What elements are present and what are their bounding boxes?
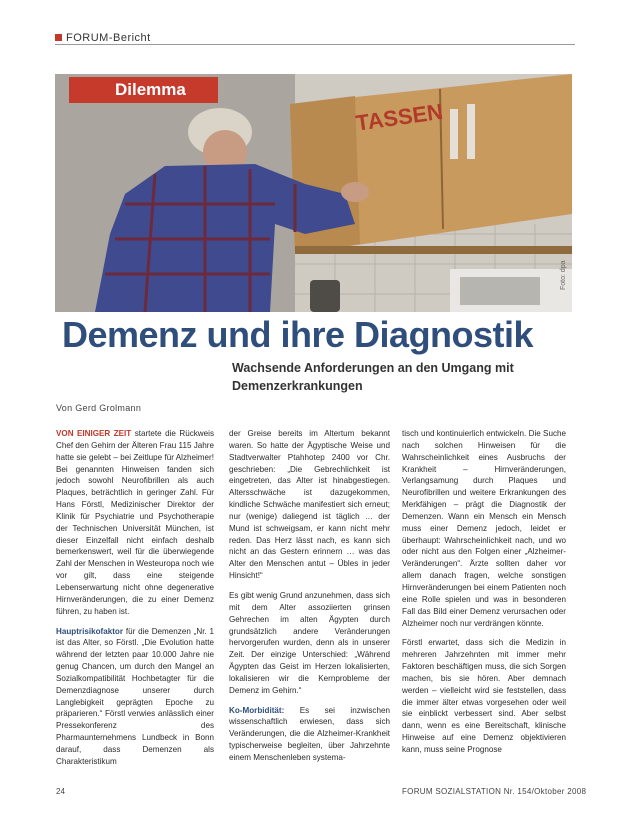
paragraph: Förstl erwartet, dass sich die Medizin in mehreren Jahrzehnten mit immer mehr Faktoren beschäftigen muss, die sich Sorgen machen, bis sie hören. Aber demnach werden – vielleicht wird sie feststellen, dass die immer älter etwas vorgesehen oder weil sie einblickt verbessert sind. Aber selbst dann, wenn es eine Bereitschaft, klinische Hinweise auf eine Demenz objektivieren kann, muss seine Prognose <box>402 638 566 754</box>
paragraph: der Greise bereits im Altertum bekannt waren. So hatte der Ägyptische Weise und Stadtverwalter Ptahhotep 2400 vor Chr. geschrieben: „Die Gebrechlichkeit ist eingetreten, das Alter ist hinabgestiegen. Altersschwäche ist dazugekommen, kindliche Schwäche manifestiert sich erneut; nur (wenige) daliegend ist täglich … der Mund ist schweigsam, er kann nicht mehr reden. Das Herz lässt nach, es kann sich nicht an das Gestern erinnern … was das Alter den Menschen antut – Übles in jeder Hinsicht!“ <box>229 429 390 581</box>
article-photo <box>55 74 572 312</box>
paragraph: Es gibt wenig Grund anzunehmen, dass sich mit dem Alter assoziierten grinsen Gehrechen im alten Ägypten durch grundsätzlich andere Veränderungen hervorgerufen wurden, denn als in unserer Zeit. Der einzige Unterschied: „Während Ägypten das Geist im Herzen lokalisierten, lokalisieren wir die Kernprobleme der Demenz im Gehirn.“ <box>229 590 390 695</box>
dilemma-banner <box>69 77 218 103</box>
kitchen-photo-illustration <box>55 74 572 312</box>
cupboard-sign-text: TASSEN <box>354 98 445 136</box>
page-number: 24 <box>56 787 65 796</box>
text-column-1 <box>56 428 214 776</box>
header-rule <box>55 44 575 45</box>
dilemma-banner-label: Dilemma <box>115 80 186 99</box>
paragraph-text: Es sei inzwischen wissenschaftlich erwiesen, dass sich Veränderungen, die die Alzheimer-Krankheit typischerweise begleiten, über Jahrzehnte einem Menschenleben systema- <box>229 705 390 762</box>
subheading: Hauptrisikofaktor <box>56 626 124 636</box>
section-square-icon <box>55 34 62 41</box>
paragraph <box>56 626 214 768</box>
article-subtitle: Wachsende Anforderungen an den Umgang mit Demenzerkrankungen <box>232 361 514 393</box>
section-label: FORUM-Bericht <box>66 32 151 44</box>
paragraph: tisch und kontinuierlich entwickeln. Die Suche nach solchen Hinweisen für die Wahrscheinlichkeit eines Ausbruchs der Krankheit – Hirnveränderungen, Verlangsamung durch Plaques und Neurofibrillen und weitere Erkrankungen des Merkfähigen – prägt die Diagnostik der Demenzen. Wann ein Mensch ein Mensch muss einer Demenz jedoch, leidet er überhaupt: Wahrscheinlichkeit nach, und wo oder nicht aus den Folgen einer „Alzheimer-Veränderungen“. Ärzte sollten daher vor allem danach fragen, welche sonstigen Hirnveränderungen bei einem Patienten noch eine Rolle spielen und was in besonderen Fall das Bild einer Demenz verursachen oder Alzheimer noch nur verdrängen könnte. <box>402 429 566 628</box>
section-header <box>55 32 151 44</box>
publication-footer: FORUM SOZIALSTATION Nr. 154/Oktober 2008 <box>402 787 587 796</box>
paragraph-text: startete die Rückweis Chef den Gehirn der Älteren Frau 115 Jahre hatte sie gelebt – bei Zeitlupe für Alzheimer! Bei genannten Hinweisen fanden sich jedoch sowohl Neurofibrillen als auch Plaques, beträchtlich in geringer Zahl. Für Hans Förstl, Medizinischer Direktor der Klinik für Psychiatrie und Psychotherapie der Technischen Universität München, ist dieser Einzelfall nicht einfach deshalb bemerkenswert, weil für die überwiegende Zahl der Menschen in Westeuropa noch wie vor gilt, dass eine steigende Lebenserwartung nicht ohne degenerative Hirnveränderungen, die zu einer Demenz führen, zu haben ist. <box>56 429 215 616</box>
lead-in: VON EINIGER ZEIT <box>56 429 132 438</box>
paragraph <box>56 428 214 618</box>
paragraph <box>229 705 390 764</box>
text-column-3 <box>402 428 566 764</box>
article-byline: Von Gerd Grolmann <box>56 403 142 413</box>
photo-credit: Foto: dpa <box>560 260 567 290</box>
subheading: Ko-Morbidität: <box>229 705 285 715</box>
text-column-2 <box>229 428 390 772</box>
article-title: Demenz und ihre Diagnostik <box>62 314 534 355</box>
paragraph-text: für die Demenzen „Nr. 1 ist das Alter, so Förstl. „Die Evolution hatte während der letzten paar 10.000 Jahre nie genug Chancen, um durch den Mangel an Sozialkompatibilität Hochbetagter für die Demenzdiagnose unserer durch Langlebigkeit geprägten Epoche zu präparieren.“ Förstl verwies anlässlich einer Pressekonferenz des Pharmaunternehmens Lundbeck in Bonn darauf, dass Demenzen als Charakteristikum <box>56 626 214 766</box>
